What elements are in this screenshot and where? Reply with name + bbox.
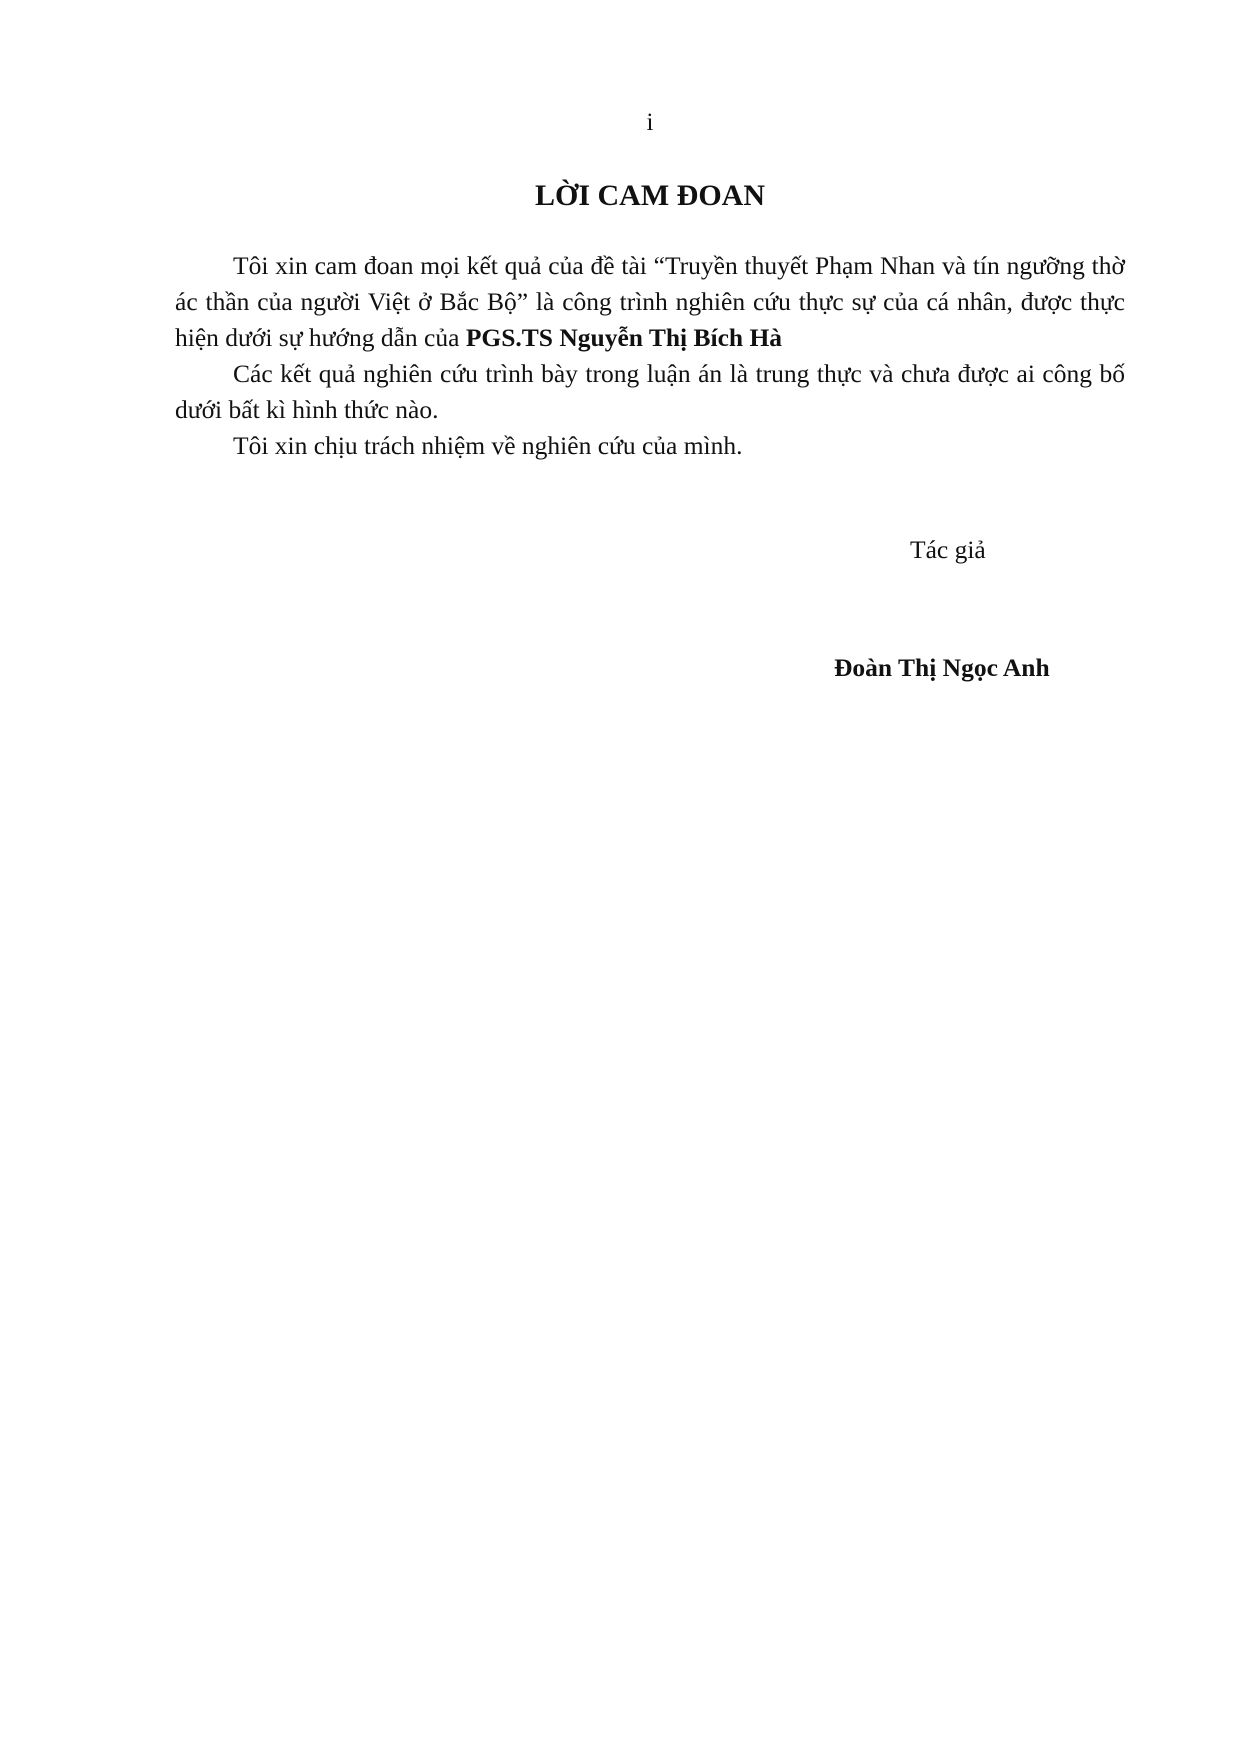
declaration-paragraph-3: Tôi xin chịu trách nhiệm về nghiên cứu của mình. [233,431,743,460]
declaration-body [175,248,1125,464]
page-title: LỜI CAM ĐOAN [535,179,765,212]
author-label: Tác giả [910,535,986,564]
supervisor-name: PGS.TS Nguyễn Thị Bích Hà [465,323,783,352]
page-number: i [646,109,654,136]
declaration-paragraph-1 [175,248,1125,356]
author-name: Đoàn Thị Ngọc Anh [834,653,1050,682]
declaration-paragraph-1-text: Tôi xin cam đoan mọi kết quả của đề tài “Truyền thuyết Phạm Nhan và tín ngưỡng thờ ác thần của người Việt ở Bắc Bộ” là công trình nghiên cứu thực sự của cá nhân, được thực hiện dưới sự hướng dẫn của [175,251,1125,352]
declaration-paragraph-2: Các kết quả nghiên cứu trình bày trong luận án là trung thực và chưa được ai công bố dưới bất kì hình thức nào. [175,359,1125,424]
